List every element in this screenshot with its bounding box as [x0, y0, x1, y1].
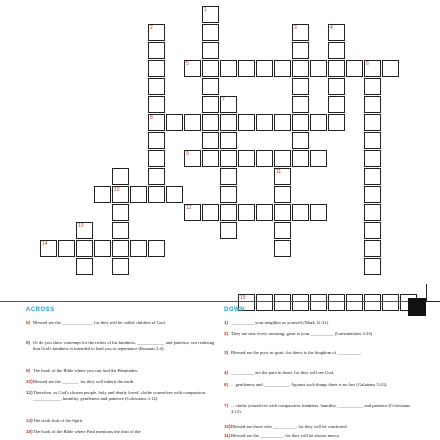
clue-number: 11): [224, 433, 231, 438]
grid-cell[interactable]: [220, 96, 237, 113]
grid-cell[interactable]: [274, 294, 291, 311]
grid-cell[interactable]: [364, 258, 381, 275]
grid-cell[interactable]: [238, 114, 255, 131]
clue-number: 12): [26, 390, 33, 395]
grid-cell[interactable]: [328, 24, 345, 41]
clue-number: 6): [224, 382, 229, 387]
grid-cell[interactable]: [364, 222, 381, 239]
cell-number: 10: [114, 187, 120, 193]
clue-number: 8): [26, 340, 31, 345]
cell-number: 13: [78, 223, 84, 229]
clue-number: 14): [26, 418, 33, 423]
clue-text: Blessed are the poor in spirit, for theirs is the kingdom of __________.: [231, 350, 362, 355]
grid-cell[interactable]: [112, 222, 129, 239]
grid-cell[interactable]: [148, 42, 165, 59]
grid-cell[interactable]: [364, 60, 381, 77]
grid-cell[interactable]: [310, 114, 327, 131]
grid-cell[interactable]: [184, 60, 201, 77]
grid-cell[interactable]: [328, 96, 345, 113]
grid-cell[interactable]: [382, 60, 399, 77]
grid-cell[interactable]: [148, 132, 165, 149]
grid-cell[interactable]: [274, 240, 291, 257]
grid-cell[interactable]: [292, 24, 309, 41]
grid-cell[interactable]: [328, 78, 345, 95]
grid-cell[interactable]: [256, 150, 273, 167]
clue-text: __________ are the pure in heart, for they will see God.: [231, 370, 335, 375]
cell-number: 1: [204, 7, 207, 13]
clue-text: The book of the Bible where Paul mentions the fruit of the: [33, 429, 141, 434]
grid-cell[interactable]: [346, 60, 363, 77]
grid-cell[interactable]: [112, 240, 129, 257]
down-heading: DOWN: [224, 307, 245, 313]
clue-text: Blessed are the _______, for they will inherit the earth.: [33, 379, 135, 384]
grid-cell[interactable]: [256, 60, 273, 77]
grid-cell[interactable]: [220, 150, 237, 167]
grid-cell[interactable]: [148, 168, 165, 185]
grid-cell[interactable]: [112, 168, 129, 185]
grid-cell[interactable]: [148, 24, 165, 41]
section-divider: [0, 301, 408, 302]
cell-number: 7: [222, 97, 225, 103]
grid-cell[interactable]: [202, 114, 219, 131]
down-clue: [224, 370, 414, 376]
grid-cell[interactable]: [112, 258, 129, 275]
grid-cell[interactable]: [148, 114, 165, 131]
grid-cell[interactable]: [328, 294, 345, 311]
down-clue: [224, 331, 414, 337]
grid-cell[interactable]: [184, 204, 201, 221]
grid-cell[interactable]: [364, 78, 381, 95]
grid-cell[interactable]: [148, 60, 165, 77]
grid-cell[interactable]: [274, 168, 291, 185]
cell-number: 5: [186, 61, 189, 67]
clue-text: The book of the Bible where you can find the Beatitudes.: [33, 368, 139, 373]
clue-text: Blessed are those who __________, for they will be comforted.: [231, 424, 348, 429]
grid-cell[interactable]: [112, 186, 129, 203]
grid-cell[interactable]: [238, 204, 255, 221]
across-clue: [26, 418, 216, 424]
clue-number: 3): [224, 350, 229, 355]
grid-cell[interactable]: [148, 96, 165, 113]
grid-cell[interactable]: [130, 240, 147, 257]
cell-number: 14: [42, 241, 48, 247]
grid-cell[interactable]: [238, 150, 255, 167]
grid-cell[interactable]: [166, 114, 183, 131]
cell-number: 15: [240, 295, 246, 301]
grid-cell[interactable]: [274, 186, 291, 203]
clue-number: 7): [224, 403, 229, 408]
grid-cell[interactable]: [220, 204, 237, 221]
cell-number: 8: [150, 115, 153, 121]
grid-cell[interactable]: [184, 114, 201, 131]
clue-number: 4): [224, 370, 229, 375]
grid-cell[interactable]: [292, 78, 309, 95]
across-heading: ACROSS: [26, 307, 55, 313]
grid-cell[interactable]: [364, 186, 381, 203]
grid-cell[interactable]: [310, 204, 327, 221]
grid-cell[interactable]: [202, 204, 219, 221]
grid-cell[interactable]: [76, 240, 93, 257]
grid-cell[interactable]: [292, 294, 309, 311]
clue-text: Therefore, as God's chosen people, holy and dearly loved, clothe yourselves with compassion, ____________, humility, gentleness and patience (Colossians 3:12).: [33, 390, 207, 402]
across-clue: [26, 390, 216, 402]
across-clue: [26, 368, 216, 374]
grid-cell[interactable]: [346, 294, 363, 311]
clue-text: Blessed are the __________, for they will be shown mercy.: [231, 433, 341, 438]
clue-text: Or do you show contempt for the riches of his kindness, ____________ and patience, not realizing that God's kindness is intended to lead you to repentance (Romans 2:4).: [33, 340, 215, 352]
grid-cell[interactable]: [364, 150, 381, 167]
across-clue: [26, 320, 216, 326]
grid-cell[interactable]: [184, 150, 201, 167]
grid-cell[interactable]: [328, 114, 345, 131]
grid-cell[interactable]: [238, 60, 255, 77]
grid-cell[interactable]: [202, 78, 219, 95]
grid-cell[interactable]: [310, 60, 327, 77]
grid-cell[interactable]: [292, 114, 309, 131]
grid-cell[interactable]: [274, 150, 291, 167]
grid-cell[interactable]: [328, 60, 345, 77]
grid-cell[interactable]: [292, 60, 309, 77]
grid-cell[interactable]: [364, 96, 381, 113]
down-clue: [224, 424, 414, 430]
grid-cell[interactable]: [148, 186, 165, 203]
grid-cell[interactable]: [310, 150, 327, 167]
grid-cell[interactable]: [202, 150, 219, 167]
clue-text: ... clothe yourselves with compassion, kindness, humility, ___________ and patience (Colossians 3:12).: [231, 403, 411, 415]
down-clue: [224, 403, 414, 415]
grid-cell[interactable]: [220, 168, 237, 185]
grid-cell[interactable]: [274, 204, 291, 221]
down-clue: [224, 382, 414, 388]
grid-cell[interactable]: [364, 132, 381, 149]
clue-number: 15): [26, 429, 33, 434]
cell-number: 6: [366, 61, 369, 67]
grid-cell[interactable]: [310, 294, 327, 311]
grid-cell[interactable]: [202, 60, 219, 77]
grid-cell[interactable]: [148, 240, 165, 257]
across-clue: [26, 429, 216, 435]
grid-cell[interactable]: [256, 294, 273, 311]
grid-cell[interactable]: [40, 240, 57, 257]
grid-cell[interactable]: [58, 240, 75, 257]
grid-cell[interactable]: [274, 114, 291, 131]
clue-number: 1): [224, 320, 229, 325]
grid-cell[interactable]: [112, 204, 129, 221]
grid-cell[interactable]: [364, 168, 381, 185]
grid-cell[interactable]: [202, 6, 219, 23]
grid-cell[interactable]: [256, 204, 273, 221]
grid-cell[interactable]: [364, 240, 381, 257]
grid-cell[interactable]: [364, 294, 381, 311]
grid-cell[interactable]: [220, 60, 237, 77]
grid-cell[interactable]: [328, 42, 345, 59]
down-clue: [224, 350, 414, 356]
grid-cell[interactable]: [220, 222, 237, 239]
down-clue: [224, 433, 414, 439]
cell-number: 9: [186, 151, 189, 157]
clue-number: 2): [224, 331, 229, 336]
grid-cell[interactable]: [364, 114, 381, 131]
grid-cell[interactable]: [364, 204, 381, 221]
cell-number: 12: [186, 205, 192, 211]
grid-cell[interactable]: [202, 96, 219, 113]
grid-cell[interactable]: [220, 186, 237, 203]
clue-text: The sixth fruit of the Spirit.: [33, 418, 84, 423]
grid-cell[interactable]: [76, 258, 93, 275]
clue-text: They are new every morning; great is your __________ (Lamentations 3:23).: [231, 331, 374, 336]
cell-number: 11: [276, 169, 282, 175]
grid-cell[interactable]: [220, 114, 237, 131]
grid-cell[interactable]: [202, 24, 219, 41]
grid-cell[interactable]: [148, 150, 165, 167]
grid-cell[interactable]: [274, 222, 291, 239]
cell-number: 2: [150, 25, 153, 31]
grid-cell[interactable]: [274, 60, 291, 77]
corner-black-square: [408, 298, 426, 316]
grid-cell[interactable]: [202, 132, 219, 149]
grid-cell[interactable]: [148, 78, 165, 95]
cell-number: 4: [330, 25, 333, 31]
clue-text: __________ your neighbor as yourself (Mark 12:31).: [231, 320, 330, 325]
grid-cell[interactable]: [382, 294, 399, 311]
clue-text: ... gentleness and ___________. Against such things there is no law (Galatians 5:23).: [231, 382, 388, 387]
cell-number: 3: [294, 25, 297, 31]
grid-cell[interactable]: [292, 150, 309, 167]
grid-cell[interactable]: [256, 114, 273, 131]
down-clue: [224, 320, 414, 326]
clue-number: 10): [224, 424, 231, 429]
clue-number: 9): [26, 368, 31, 373]
grid-cell[interactable]: [292, 96, 309, 113]
corner-outline-square: [426, 284, 440, 302]
grid-cell[interactable]: [292, 42, 309, 59]
across-clue: [26, 379, 216, 385]
grid-cell[interactable]: [220, 132, 237, 149]
clue-text: Blessed are the _____________, for they will be called children of God.: [33, 320, 166, 325]
grid-cell[interactable]: [94, 240, 111, 257]
clue-number: 10): [26, 379, 33, 384]
grid-cell[interactable]: [202, 42, 219, 59]
clue-number: 5): [26, 320, 31, 325]
grid-cell[interactable]: [292, 204, 309, 221]
grid-cell[interactable]: [130, 186, 147, 203]
across-clue: [26, 340, 216, 352]
grid-cell[interactable]: [166, 186, 183, 203]
grid-cell[interactable]: [94, 186, 111, 203]
grid-cell[interactable]: [292, 132, 309, 149]
grid-cell[interactable]: [76, 222, 93, 239]
